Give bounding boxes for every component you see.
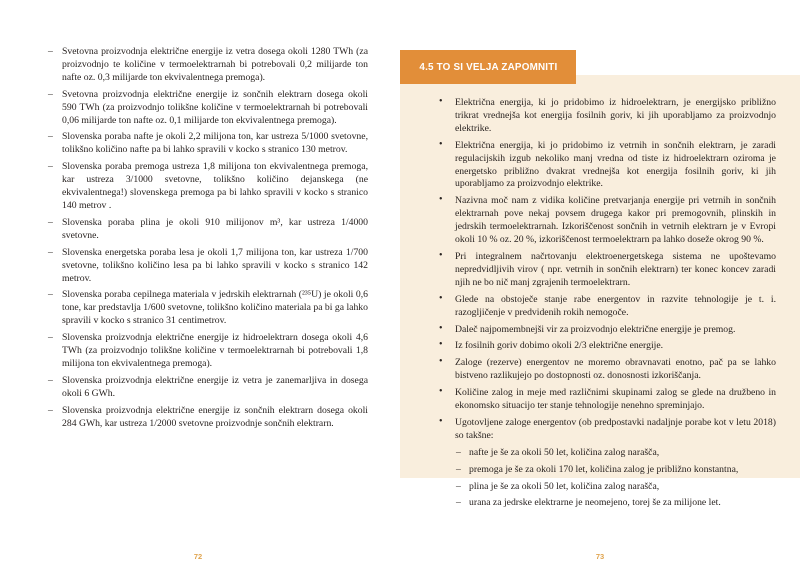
dash-marker: – xyxy=(48,131,53,143)
list-item-text: Slovenska poraba plina je okoli 910 milijonov m³, kar ustreza 1/4000 svetovne. xyxy=(62,216,368,241)
list-item xyxy=(439,386,776,413)
dash-marker: – xyxy=(456,446,461,458)
list-item xyxy=(48,88,368,128)
list-item-text: Svetovna proizvodnja električne energije iz sončnih elektrarn dosega okoli 590 TWh (za proizvodnjo tolikšne količine v termoelektrarnah bi potrebovali 0,06 milijarde ton nafte oz. 0,1 milijarde ton ekvivalentnega premoga). xyxy=(62,88,368,126)
list-item-text: Slovenska proizvodnja električne energije iz hidroelektrarn dosega okoli 4,6 TWh (za proizvodnjo tolikšne količine v termoelektrarnah bi potrebovali 1,8 milijona ton ekvivalentnega premoga). xyxy=(62,332,368,369)
list-item-text: Nazivna moč nam z vidika količine pretvarjanja energije pri vetrnih in sončnih elektrarnah pove nekaj povsem drugega kakor pri premogovnih, plinskih in jedrskih termoelektrarnah. Izkoriščenost sončnih in vetrnih elektrarn je v Evropi okoli 10 % oz. 20 %, izkoriščenost termoelektrarn pa lahko doseže okrog 90 %. xyxy=(455,195,776,246)
bullet-marker: • xyxy=(439,138,443,150)
list-item-text: Ugotovljene zaloge energentov (ob predpostavki nadaljnje porabe kot v letu 2018) so takšne: xyxy=(455,416,776,441)
list-item xyxy=(48,404,368,431)
bullet-marker: • xyxy=(439,415,443,427)
bullet-marker: • xyxy=(439,356,443,368)
list-item-text: Slovenska proizvodnja električne energije iz vetra je zanemarljiva in dosega okoli 6 GWh. xyxy=(62,374,368,399)
list-item-text: Pri integralnem načrtovanju elektroenergetskega sistema ne upoštevamo nepredvidljivih virov ( npr. vetrnih in sončnih elektrarn) ter konec koncev zaradi njih ne bo nič manj zgrajenih termoelektrarn. xyxy=(455,250,776,288)
list-item xyxy=(439,138,776,192)
list-item xyxy=(48,216,368,243)
list-item-text: Daleč najpomembnejši vir za proizvodnjo električne energije je premog. xyxy=(455,323,736,335)
list-item-text: Električna energija, ki jo pridobimo iz vetrnih in sončnih elektrarn, je zaradi regulacijskih izgub nekoliko manj vredna od tiste iz hidroelektrarn oziroma je energetsko približno dvakrat vrednejša kot energija fosilnih goriv, ki jih uporabljamo za proizvodnjo elektrike. xyxy=(455,139,776,190)
sub-list-item-text: nafte je še za okoli 50 let, količina zalog narašča, xyxy=(469,446,660,458)
list-item xyxy=(439,322,776,337)
left-page xyxy=(48,46,368,434)
list-item-text: Zaloge (rezerve) energentov ne moremo obravnavati enotno, pač pa se lahko bistveno razlikujejo po dostopnosti oz. donosnosti izkoriščanja. xyxy=(455,357,776,382)
list-item xyxy=(439,339,776,353)
list-item xyxy=(48,289,368,328)
list-item-text: Slovenska poraba nafte je okoli 2,2 milijona ton, kar ustreza 5/1000 svetovne, tolikšno količino nafte pa bi lahko spravili v kocko s stranico 130 metrov. xyxy=(62,131,368,156)
section-heading: 4.5 TO SI VELJA ZAPOMNITI xyxy=(419,61,557,73)
bullet-marker: • xyxy=(439,386,443,398)
list-item xyxy=(48,46,368,85)
bullet-marker: • xyxy=(439,96,443,107)
dash-marker: – xyxy=(48,88,53,100)
list-item xyxy=(48,374,368,401)
list-item-text: Električna energija, ki jo pridobimo iz hidroelektrarn, je energijsko približno trikrat vrednejša kot energija fosilnih goriv, ki jih uporabljamo za proizvodnjo elektrike. xyxy=(455,97,776,134)
list-item-text: Glede na obstoječe stanje rabe energentov in razvite tehnologije je t. i. razogljičenje v predvidenih rokih nemogoče. xyxy=(455,293,776,318)
list-item-text: Iz fosilnih goriv dobimo okoli 2/3 električne energije. xyxy=(455,340,664,352)
sub-list-item xyxy=(456,446,776,460)
dash-marker: – xyxy=(48,46,53,57)
list-item-text: Slovenska poraba premoga ustreza 1,8 milijona ton ekvivalentnega premoga, kar ustreza 3/1000 svetovne, tolikšno količino dejanskega (ne ekvivalentnega!) slovenskega premoga pa bi lahko spravili v kocko s stranico 140 metrov . xyxy=(62,161,368,211)
sub-list-item xyxy=(456,463,776,477)
bullet-marker: • xyxy=(439,249,443,261)
list-item-text: Slovenska poraba cepilnega materiala v jedrskih elektrarnah (²³⁵U) je okoli 0,6 tone, kar predstavlja 1/600 svetovne, tolikšno količino materiala pa bi ga lahko spravili v kocko s stranico 31 centimetrov. xyxy=(62,289,368,327)
list-item-text: Svetovna proizvodnja električne energije iz vetra dosega okoli 1280 TWh (za proizvodnjo te količine v termoelektrarnah bi potrebovali 0,2 milijarde ton nafte oz. 0,3 milijarde ton ekvivalentnega premoga). xyxy=(62,46,368,83)
list-item xyxy=(439,96,776,136)
page-number-left: 72 xyxy=(193,552,203,561)
sub-list-item-text: premoga je še za okoli 170 let, količina zalog je približno konstantna, xyxy=(469,463,739,475)
dash-marker: – xyxy=(48,404,53,416)
bullet-marker: • xyxy=(439,322,443,334)
list-item-text: Količine zalog in meje med različnimi skupinami zalog se glede na družbeno in ekonomsko situacijo ter stanje tehnologije nenehno spreminjajo. xyxy=(455,387,776,412)
sub-list-item xyxy=(456,480,776,494)
list-item xyxy=(48,131,368,157)
list-item xyxy=(439,356,776,383)
list-item xyxy=(439,292,776,320)
list-item-text: Slovenska proizvodnja električne energije iz sončnih elektrarn dosega okoli 284 GWh, kar ustreza 1/2000 svetovne proizvodnje sončnih elektrarn. xyxy=(62,404,368,429)
dash-marker: – xyxy=(48,289,53,301)
dash-marker: – xyxy=(48,216,53,228)
page-number-right: 73 xyxy=(595,552,605,561)
sub-list-item-text: urana za jedrske elektrarne je neomejeno, torej še za milijone let. xyxy=(469,497,721,509)
list-item-text: Slovenska energetska poraba lesa je okoli 1,7 milijona ton, kar ustreza 1/700 svetovne, tolikšno količino lesa pa bi lahko spravili v kocko s stranico 142 metrov. xyxy=(62,246,368,284)
bullet-marker: • xyxy=(439,194,443,206)
list-item xyxy=(439,249,776,290)
dash-marker: – xyxy=(456,497,461,509)
right-page xyxy=(439,96,776,514)
sub-list-item-text: plina je še za okoli 50 let, količina zalog narašča, xyxy=(469,480,660,492)
dash-marker: – xyxy=(48,246,53,258)
section-heading-badge xyxy=(400,50,576,84)
list-item xyxy=(48,161,368,213)
dash-marker: – xyxy=(48,374,53,386)
sub-list-item xyxy=(456,497,776,510)
list-item xyxy=(48,332,368,371)
dash-marker: – xyxy=(456,463,461,475)
bullet-marker: • xyxy=(439,292,443,304)
list-item xyxy=(439,415,776,443)
dash-marker: – xyxy=(456,480,461,492)
dash-marker: – xyxy=(48,332,53,344)
bullet-marker: • xyxy=(439,339,443,351)
dash-marker: – xyxy=(48,161,53,173)
list-item xyxy=(439,194,776,247)
list-item xyxy=(48,246,368,286)
